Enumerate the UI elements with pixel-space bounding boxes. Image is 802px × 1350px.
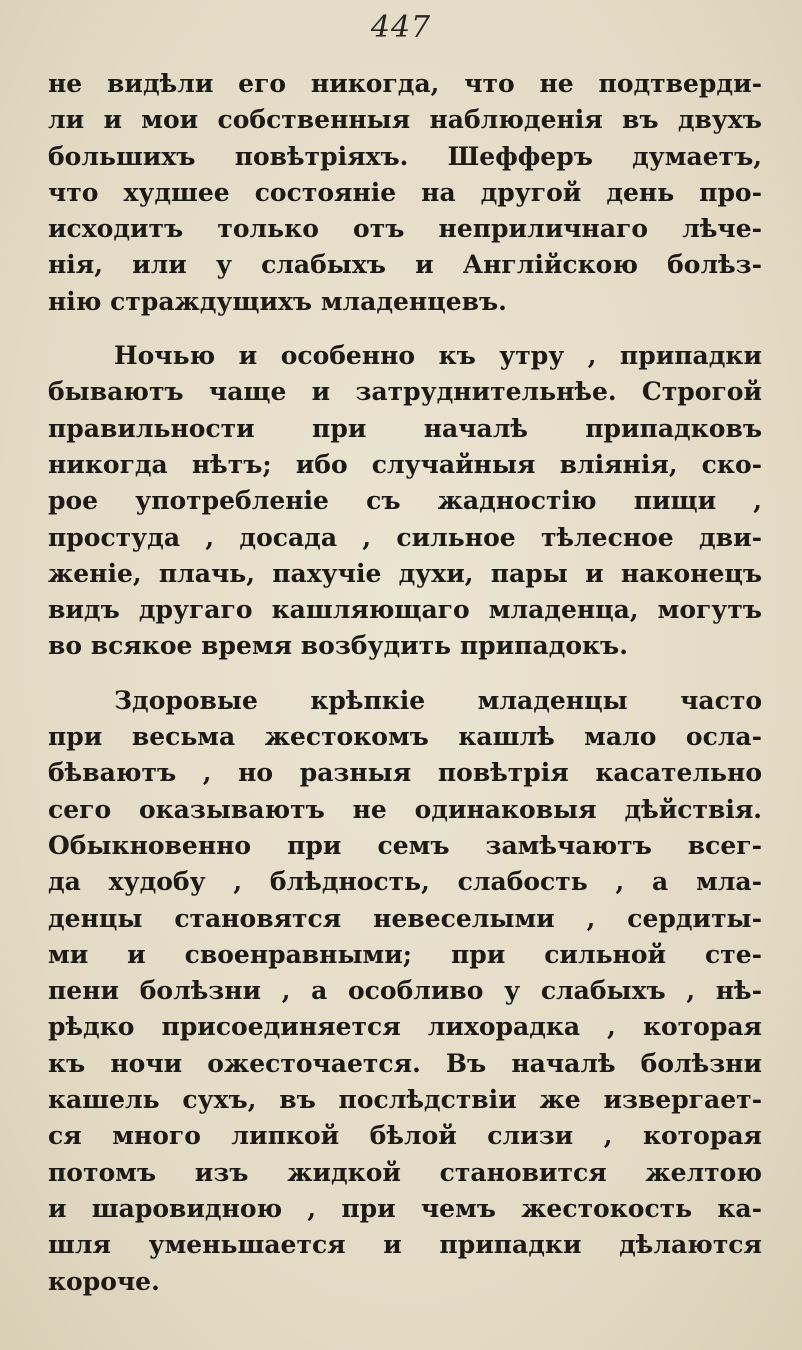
text-line: потомъ изъ жидкой становится желтою	[48, 1157, 762, 1187]
text-line: большихъ повѣтріяхъ. Шефферъ думаетъ,	[48, 141, 762, 171]
paragraph-3	[48, 683, 762, 1300]
text-line: бываютъ чаще и затруднительнѣе. Строгой	[48, 377, 762, 407]
text-line: кашель сухъ, въ послѣдствіи же извергает-	[48, 1085, 762, 1115]
text-line: при весьма жестокомъ кашлѣ мало осла-	[48, 722, 762, 752]
text-line: Ночью и особенно къ утру , припадки	[114, 341, 762, 371]
text-line: ся много липкой бѣлой слизи , которая	[48, 1121, 762, 1151]
text-line: не видѣли его никогда, что не подтверди-	[48, 69, 762, 98]
text-line: бѣваютъ , но разныя повѣтрія касательно	[48, 758, 762, 788]
text-line: Обыкновенно при семъ замѣчаютъ всег-	[48, 830, 762, 860]
text-line: нія, или у слабыхъ и Англійскою болѣз-	[48, 250, 762, 280]
text-line: сего оказываютъ не одинаковыя дѣйствія.	[48, 794, 762, 824]
text-line: ли и мои собственныя наблюденія въ двухъ	[48, 105, 762, 135]
text-line: нію страждущихъ младенцевъ.	[48, 286, 507, 316]
text-line: рое употребленіе съ жадностію пищи ,	[48, 486, 762, 516]
text-line: да худобу , блѣдность, слабость , а мла-	[48, 867, 762, 897]
text-line: ми и своенравными; при сильной сте-	[48, 939, 762, 969]
text-line: простуда , досада , сильное тѣлесное дви-	[48, 522, 762, 552]
paragraph-2	[48, 338, 762, 665]
text-line: короче.	[48, 1266, 160, 1296]
text-line: женіе, плачь, пахучіе духи, пары и наконецъ	[48, 558, 762, 588]
text-line: шля уменьшается и припадки дѣлаются	[48, 1230, 762, 1260]
page-number: 447	[370, 10, 432, 45]
text-line: къ ночи ожесточается. Въ началѣ болѣзни	[48, 1048, 762, 1078]
paragraph-1	[48, 66, 762, 320]
text-line: во всякое время возбудить припадокъ.	[48, 631, 628, 661]
text-line: никогда нѣтъ; ибо случайныя вліянія, ско-	[48, 449, 762, 479]
text-line: пени болѣзни , а особливо у слабыхъ , нѣ-	[48, 976, 762, 1006]
text-line: что худшее состояніе на другой день про-	[48, 177, 762, 207]
body-text	[48, 66, 762, 1300]
text-line: видъ другаго кашляющаго младенца, могутъ	[48, 595, 762, 625]
text-line: денцы становятся невеселыми , сердиты-	[48, 903, 762, 933]
text-line: и шаровидною , при чемъ жестокость ка-	[48, 1193, 762, 1223]
text-line: исходитъ только отъ неприличнаго лѣче-	[48, 214, 762, 244]
text-line: Здоровые крѣпкіе младенцы часто	[114, 685, 762, 715]
text-line: правильности при началѣ припадковъ	[48, 413, 762, 443]
text-line: рѣдко присоединяется лихорадка , которая	[48, 1012, 762, 1042]
